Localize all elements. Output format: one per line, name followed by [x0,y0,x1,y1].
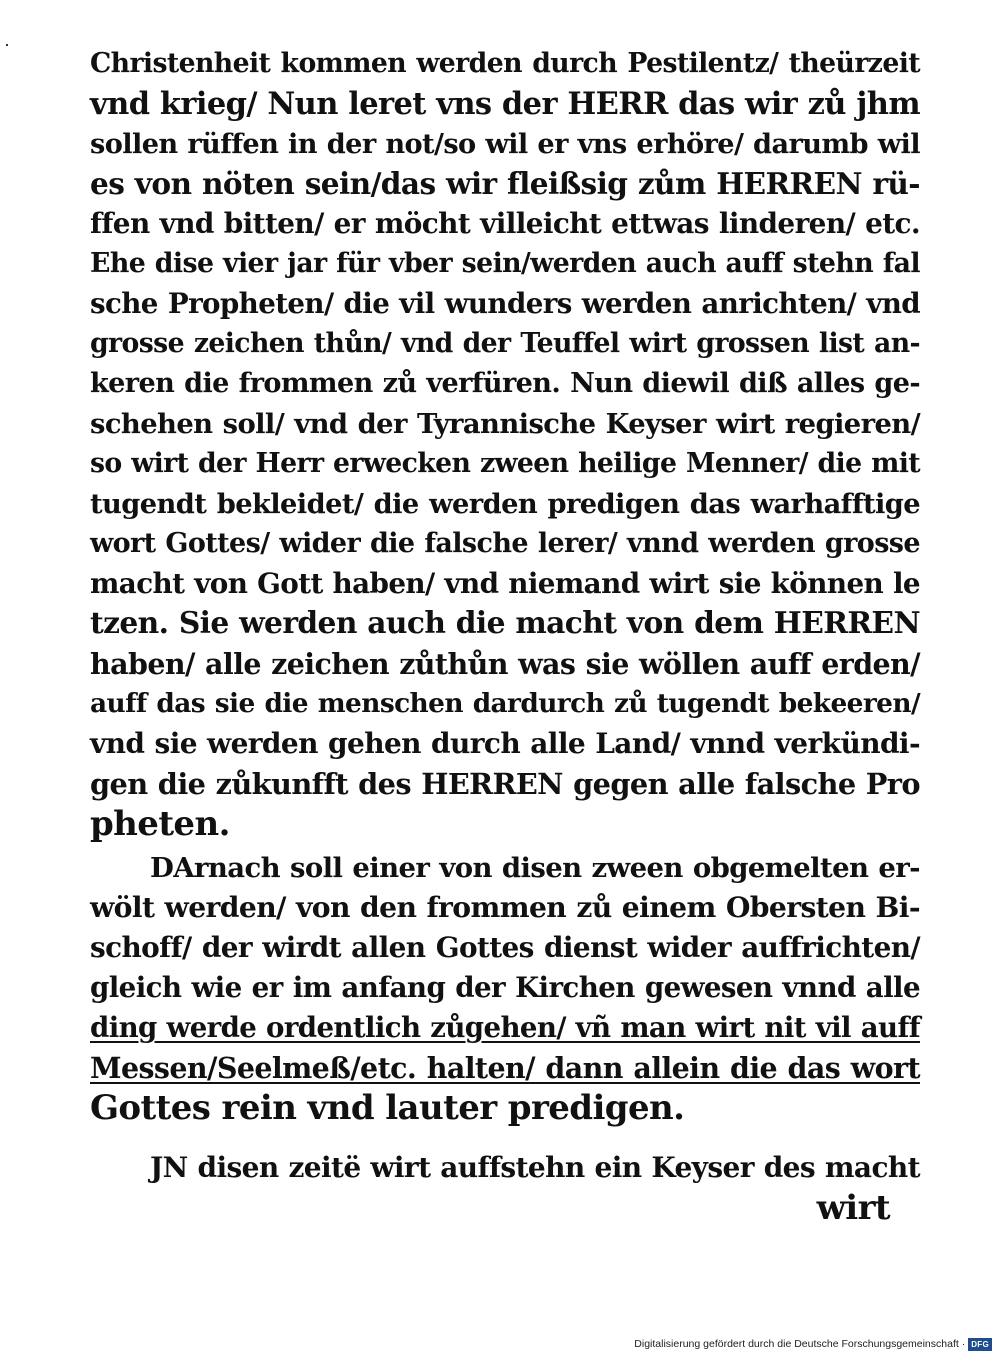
text-line: schoff/ der wirdt allen Gottes dienst wider auffrichten/ [90,931,920,964]
text-line: pheten. [90,804,230,844]
margin-mark [6,44,8,46]
text-line: vnd sie werden gehen durch alle Land/ vnnd verkündi- [90,727,920,760]
text-line: so wirt der Herr erwecken zween heilige Menner/ die mit [90,448,920,479]
text-line: haben/ alle zeichen zůthůn was sie wöllen auff erden/ [90,647,920,681]
text-line: gen die zůkunfft des HERREN gegen alle falsche Pro [90,767,920,801]
text-line: tugendt bekleidet/ die werden predigen das warhafftige [90,488,920,520]
text-line: tzen. Sie werden auch die macht von dem HERREN [90,606,920,641]
text-line: vnd krieg/ Nun leret vns der HERR das wir zů jhm [90,86,920,122]
text-line: schehen soll/ vnd der Tyrannische Keyser wirt regieren/ [90,408,920,440]
text-line: Ehe dise vier jar für vber sein/werden auch auff stehn fal [90,248,920,279]
text-line-underlined: ding werde ordentlich zůgehen/ vñ man wirt nit vil auff [90,1011,920,1044]
catchword: wirt [816,1188,890,1228]
text-line: JN disen zeitë wirt auffstehn ein Keyser des macht [150,1151,920,1184]
text-line: Gottes rein vnd lauter predigen. [90,1088,685,1128]
text-line: wölt werden/ von den frommen zů einem Obersten Bi- [90,891,920,924]
text-line-underlined: Messen/Seelmeß/etc. halten/ dann allein die das wort [90,1051,920,1085]
text-line: Christenheit kommen werden durch Pestilentz/ theürzeit [90,48,920,79]
digitization-credit [634,1337,992,1351]
paragraph-1 [90,44,920,844]
dfg-logo: DFG [968,1338,992,1351]
text-line: keren die frommen zů verfüren. Nun diewil diß alles ge- [90,368,920,399]
text-line: macht von Gott haben/ vnd niemand wirt sie können le [90,567,920,600]
paragraph-2 [90,848,920,1128]
credit-text: Digitalisierung gefördert durch die Deutsche Forschungsgemeinschaft · [634,1338,966,1350]
text-line: sche Propheten/ die vil wunders werden anrichten/ vnd [90,287,920,320]
text-line: gleich wie er im anfang der Kirchen gewesen vnnd alle [90,971,920,1004]
text-line: grosse zeichen thůn/ vnd der Teuffel wirt grossen list an- [90,328,920,359]
text-line: sollen rüffen in der not/so wil er vns erhöre/ darumb wil [90,128,920,160]
text-line: es von nöten sein/das wir fleißsig zům HERREN rü- [90,166,920,201]
text-line: DArnach soll einer von disen zween obgemelten er- [150,852,920,884]
text-line: auff das sie die menschen dardurch zů tugendt bekeeren/ [90,688,920,719]
text-line: ffen vnd bitten/ er möcht villeicht ettwas linderen/ etc. [90,207,920,240]
paragraph-3 [90,1148,920,1188]
text-line: wort Gottes/ wider die falsche lerer/ vnnd werden grosse [90,528,920,559]
